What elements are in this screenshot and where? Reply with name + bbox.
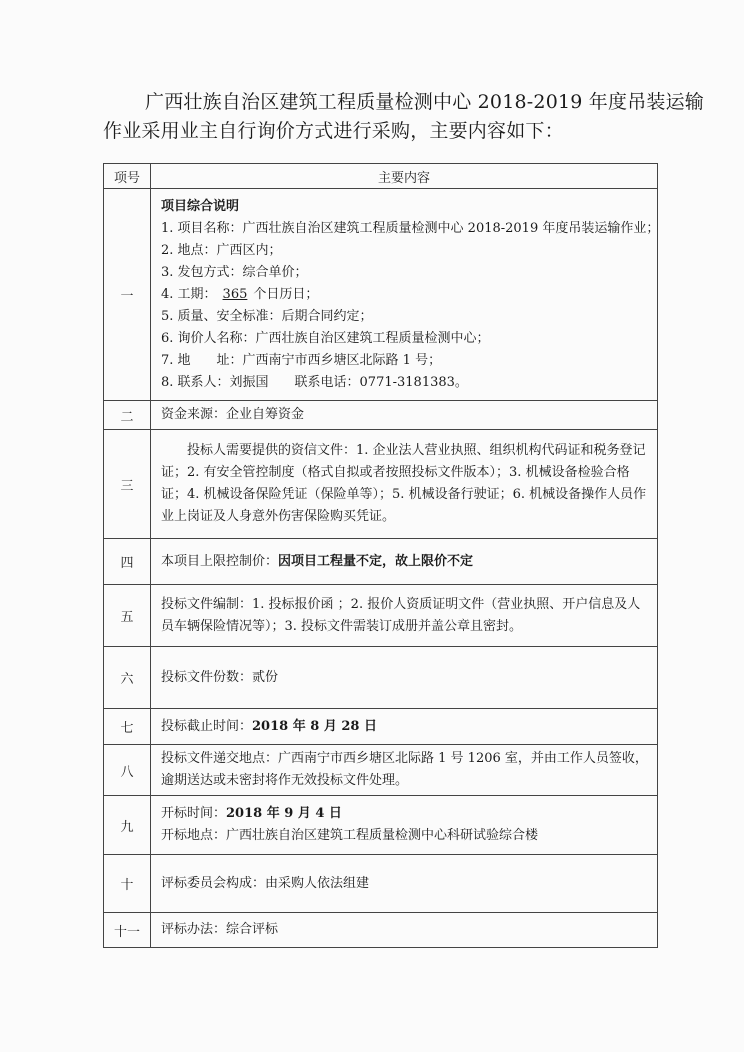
row-content [151,189,658,401]
table-row [104,189,658,401]
table-row [104,709,658,745]
row-content: 评标委员会构成：由采购人依法组建 [151,855,658,913]
list-item [161,284,649,306]
duration-suffix: 个日历日； [253,286,319,302]
row-number: 三 [104,430,151,539]
table-row [104,745,658,796]
intro-paragraph [103,88,705,146]
table-row [104,913,658,948]
row-content: 投标文件递交地点：广西南宁市西乡塘区北际路 1 号 1206 室，并由工作人员签收，逾期送达或未密封将作无效投标文件处理。 [151,745,658,796]
row-number: 六 [104,647,151,709]
row-number: 九 [104,796,151,855]
table-row [104,401,658,430]
row-number: 五 [104,585,151,647]
opening-time [161,803,649,825]
row-number: 一 [104,189,151,401]
list-item: 6. 询价人名称：广西壮族自治区建筑工程质量检测中心； [161,330,490,346]
content-table [103,163,658,948]
row-content: 资金来源：企业自筹资金 [151,401,658,430]
table-row [104,647,658,709]
list-item: 8. 联系人：刘振国 联系电话：0771-3181383。 [161,374,468,390]
header-main-content: 主要内容 [151,164,658,189]
row-content: 投标文件份数：贰份 [151,647,658,709]
opening-time-value: 2018 年 9 月 4 日 [226,806,342,821]
row-number: 十 [104,855,151,913]
list-item: 7. 地 址：广西南宁市西乡塘区北际路 1 号； [161,352,442,368]
intro-line-2: 作业采用业主自行询价方式进行采购，主要内容如下： [103,120,564,142]
list-item: 1. 项目名称：广西壮族自治区建筑工程质量检测中心 2018-2019 年度吊装运输作业； [161,220,660,236]
table-header-row [104,164,658,189]
deadline-label: 投标截止时间： [161,718,253,734]
table-row [104,796,658,855]
table-row [104,585,658,647]
row-number: 八 [104,745,151,796]
table-row [104,855,658,913]
row-content: 投标文件编制：1. 投标报价函 ；2. 报价人资质证明文件（营业执照、开户信息及人员车辆保险情况等）；3. 投标文件需装订成册并盖公章且密封。 [151,585,658,647]
row-content [151,539,658,585]
row-number: 二 [104,401,151,430]
price-cap-label: 本项目上限控制价： [161,553,279,569]
opening-location: 开标地点：广西壮族自治区建筑工程质量检测中心科研试验综合楼 [161,828,539,843]
row-content [151,796,658,855]
table-row [104,430,658,539]
opening-time-label: 开标时间： [161,806,227,821]
project-summary-title: 项目综合说明 [161,198,240,214]
row-number: 十一 [104,913,151,948]
list-item: 3. 发包方式：综合单价； [161,264,308,280]
price-cap-value: 因项目工程量不定，故上限价不定 [278,553,474,569]
row-content [151,709,658,745]
row-number: 四 [104,539,151,585]
intro-line-1: 广西壮族自治区建筑工程质量检测中心 2018-2019 年度吊装运输 [145,91,705,113]
row-number: 七 [104,709,151,745]
duration-label: 4. 工期： [161,286,217,302]
duration-value: 365 [222,286,248,302]
table-row [104,539,658,585]
deadline-value: 2018 年 8 月 28 日 [252,718,377,734]
row-content: 投标人需要提供的资信文件：1. 企业法人营业执照、组织机构代码证和税务登记证；2. 有安全管控制度（格式自拟或者按照投标文件版本）；3. 机械设备检验合格证；4. 机械设备保险凭证（保险单等）；5. 机械设备行驶证；6. 机械设备操作人员作业上岗证及人身意外伤害保险购买凭证。 [151,430,658,539]
list-item: 2. 地点：广西区内； [161,242,282,258]
list-item: 5. 质量、安全标准：后期合同约定； [161,308,373,324]
row-content: 评标办法：综合评标 [151,913,658,948]
header-item-number: 项号 [104,164,151,189]
